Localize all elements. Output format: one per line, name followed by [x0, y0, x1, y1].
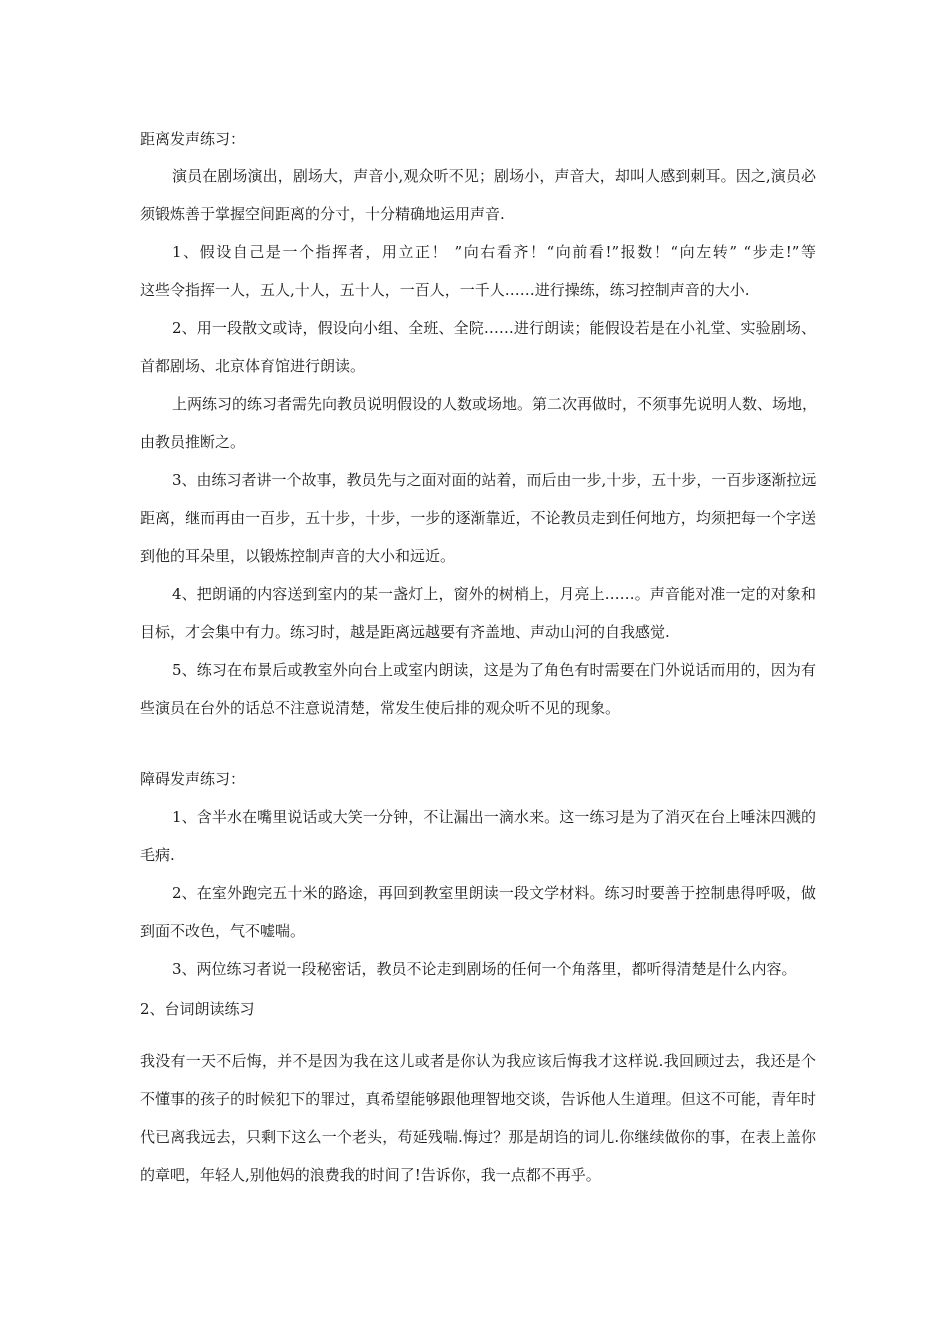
- section-heading-distance: 距离发声练习：: [140, 130, 246, 148]
- paragraph-line: 4、把朗诵的内容送到室内的某一盏灯上，窗外的树梢上，月亮上……。声音能对准一定的对象和: [172, 585, 816, 603]
- paragraph-line: 这些令指挥一人，五人,十人，五十人，一百人，一千人……进行操练，练习控制声音的大小.: [140, 281, 750, 299]
- section-heading-obstacle: 障碍发声练习：: [140, 770, 246, 788]
- paragraph-line: 上两练习的练习者需先向教员说明假设的人数或场地。第二次再做时，不须事先说明人数、场地，: [172, 395, 818, 413]
- paragraph-line: 不懂事的孩子的时候犯下的罪过，真希望能够跟他理智地交谈，告诉他人生道理。但这不可能，青年时: [140, 1090, 816, 1108]
- paragraph-line: 由教员推断之。: [140, 433, 246, 451]
- paragraph-line: 1、含半水在嘴里说话或大笑一分钟，不让漏出一滴水来。这一练习是为了消灭在台上唾沫四溅的: [172, 808, 816, 826]
- paragraph-line: 2、在室外跑完五十米的路途，再回到教室里朗读一段文学材料。练习时要善于控制患得呼吸，做: [172, 884, 816, 902]
- paragraph-line: 到他的耳朵里，以锻炼控制声音的大小和远近。: [140, 547, 456, 565]
- paragraph-line: 毛病.: [140, 846, 175, 864]
- paragraph-line: 我没有一天不后悔，并不是因为我在这儿或者是你认为我应该后悔我才这样说.我回顾过去，我还是个: [140, 1052, 816, 1070]
- paragraph-line: 目标，才会集中有力。练习时，越是距离远越要有齐盖地、声动山河的自我感觉.: [140, 623, 670, 641]
- paragraph-line: 距离，继而再由一百步，五十步，十步，一步的逐渐靠近，不论教员走到任何地方，均须把每一个字送: [140, 509, 816, 527]
- paragraph-line: 到面不改色，气不嘘喘。: [140, 922, 306, 940]
- paragraph-line: 1、假设自己是一个指挥者，用立正！ ”向右看齐！“向前看!”报数！“向左转” “步走!”等: [172, 243, 816, 261]
- paragraph-line: 首都剧场、北京体育馆进行朗读。: [140, 357, 366, 375]
- paragraph-line: 的章吧，年轻人,别他妈的浪费我的时间了!告诉你，我一点都不再乎。: [140, 1166, 601, 1184]
- paragraph-line: 3、由练习者讲一个故事，教员先与之面对面的站着，而后由一步,十步，五十步，一百步逐渐拉远: [172, 471, 817, 489]
- paragraph-line: 些演员在台外的话总不注意说清楚，常发生使后排的观众听不见的现象。: [140, 699, 621, 717]
- section-heading-lines-reading: 2、台词朗读练习: [140, 1000, 255, 1018]
- paragraph-line: 代已离我远去，只剩下这么一个老头，苟延残喘.悔过？那是胡诌的词儿.你继续做你的事，在表上盖你: [140, 1128, 816, 1146]
- paragraph-line: 须锻炼善于掌握空间距离的分寸，十分精确地运用声音.: [140, 205, 505, 223]
- paragraph-line: 5、练习在布景后或教室外向台上或室内朗读，这是为了角色有时需要在门外说话而用的，因为有: [172, 661, 816, 679]
- paragraph-line: 2、用一段散文或诗，假设向小组、全班、全院……进行朗读；能假设若是在小礼堂、实验剧场、: [172, 319, 816, 337]
- paragraph-line: 演员在剧场演出，剧场大，声音小,观众听不见；剧场小，声音大，却叫人感到刺耳。因之,演员必: [172, 167, 816, 185]
- paragraph-line: 3、两位练习者说一段秘密话，教员不论走到剧场的任何一个角落里，都听得清楚是什么内容。: [172, 960, 797, 978]
